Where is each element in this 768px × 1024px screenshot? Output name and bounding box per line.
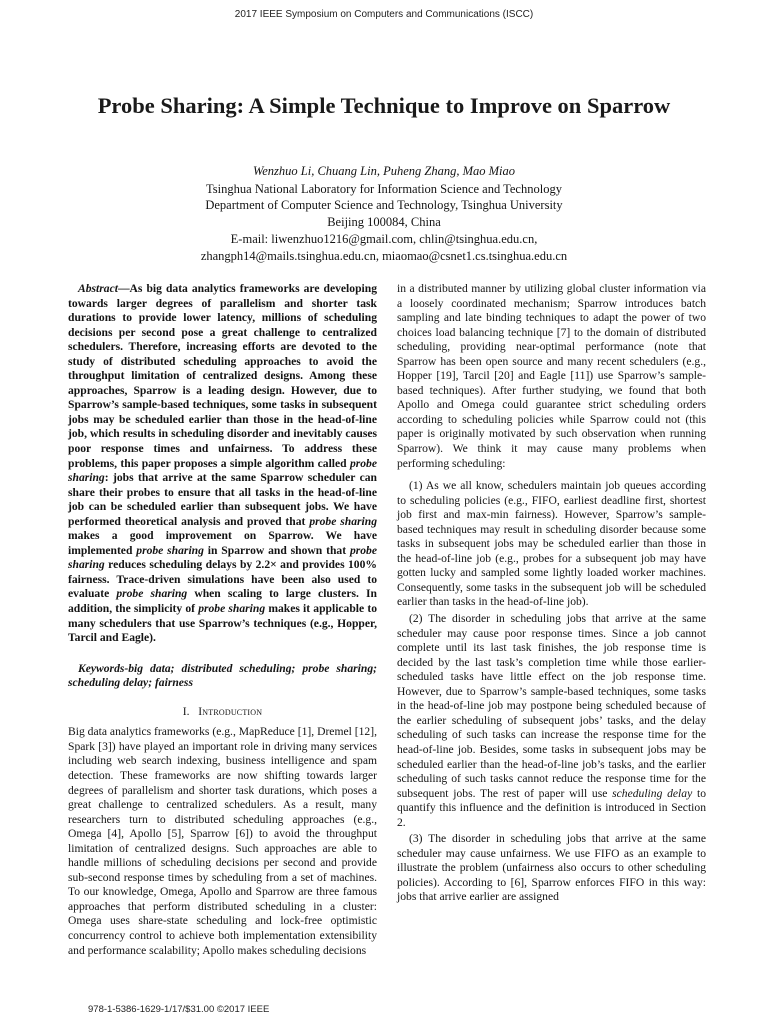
affiliation-line: Tsinghua National Laboratory for Information Science and Technology — [206, 181, 562, 196]
copyright-footer: 978-1-5386-1629-1/17/$31.00 ©2017 IEEE — [88, 1004, 270, 1015]
intro-paragraph: Big data analytics frameworks (e.g., MapReduce [1], Dremel [12], Spark [3]) have played an important role in driving many services including web search indexing, business intelligence and spam detection. These frameworks are now shifting towards larger degrees of parallelism and shorter task durations, which poses a great challenge to centralized schedulers. As a result, many researchers turn to distributed scheduling approaches (e.g., Omega [4], Apollo [5], Sparrow [6]) to avoid the throughput limitation of centralized designs. Such approaches are able to handle millions of scheduling decisions per second and provide sub-second response times by scheduling from a set of machines. To our knowledge, Omega, Apollo and Sparrow are three famous approaches that perform distributed scheduling in a cluster: Omega uses share-state scheduling and lock-free optimistic concurrency control to achieve both implementation extensibility and performance scalability; Apollo makes scheduling decisions — [68, 725, 377, 957]
section-heading — [68, 705, 377, 720]
problem-item-1: (1) As we all know, schedulers maintain job queues according to scheduling policies (e.g., FIFO, earliest deadline first, shortest job first and max-min fairness). However, Sparrow’s sample-based techniques may result in scheduling disorder because some tasks in subsequent jobs may be scheduled earlier than those in the head-of-line job (e.g., probes for a subsequent job may have gotten lucky and sampled some lightly loaded worker machines. Consequently, some tasks in the subsequent job will be scheduled earlier than tasks in the head-of-line job). — [397, 479, 706, 609]
affiliation-line: Department of Computer Science and Technology, Tsinghua University — [205, 198, 563, 213]
keywords: Keywords-big data; distributed scheduling; probe sharing; scheduling delay; fairness — [68, 661, 377, 690]
problem-item-2: (2) The disorder in scheduling jobs that arrive at the same scheduler may cause poor response times. Since a job cannot complete until its last task finishes, the job response time is decided by the last task’s completion time while those earlier-scheduled tasks have little effect on the job response time. However, due to Sparrow’s sample-based techniques, some tasks in the head-of-line job may postpone being scheduled because of the earlier scheduling of subsequent jobs’ tasks, and the delay scheduling of such tasks can increase the response time for the head-of-line job. Besides, some tasks in subsequent jobs may be scheduled earlier than the head-of-line job’s tasks, and the earlier scheduling of such tasks cannot reduce the response time for the subsequent jobs. The rest of paper will use scheduling delay to quantify this influence and the definition is introduced in Section 2. — [397, 612, 706, 829]
email-line: E-mail: liwenzhuo1216@gmail.com, chlin@tsinghua.edu.cn, — [230, 231, 538, 246]
left-column — [68, 282, 377, 958]
problem-item-3: (3) The disorder in scheduling jobs that arrive at the same scheduler may cause unfairness. We use FIFO as an example to illustrate the problem (unfairness also occurs to other scheduling policies). According to [6], Sparrow enforces FIFO in this way: jobs that arrive earlier are assigned — [397, 832, 706, 904]
conference-header: 2017 IEEE Symposium on Computers and Communications (ISCC) — [234, 9, 534, 20]
affiliation-line: Beijing 100084, China — [327, 215, 441, 230]
paper-title: Probe Sharing: A Simple Technique to Improve on Sparrow — [97, 93, 671, 118]
section-title: Introduction — [198, 704, 263, 718]
email-line: zhangph14@mails.tsinghua.edu.cn, miaomao@csnet1.cs.tsinghua.edu.cn — [200, 248, 568, 263]
intro-continuation: in a distributed manner by utilizing global cluster information via a loosely coordinated mechanism; Sparrow introduces batch sampling and late binding techniques to adapt the power of two choices load balancing technique [7] to the domain of distributed scheduling, providing near-optimal performance (note that Sparrow has been open source and many recent schedulers (e.g., Hopper [19], Tarcil [20] and Eagle [11]) use Sparrow’s sample-based techniques). After further studying, we found that both Apollo and Omega could guarantee strict scheduling orders according to scheduling policies while Sparrow could not (this paper is originally motivated by such observation when running Sparrow). We think it may cause many problems when performing scheduling: — [397, 282, 706, 470]
right-column — [397, 282, 706, 905]
author-block — [0, 163, 768, 264]
section-number: I. — [182, 704, 190, 718]
abstract: Abstract—As big data analytics frameworks are developing towards larger degrees of parallelism and shorter task durations to provide lower latency, millions of scheduling decisions per second pose a great challenge to centralized schedulers. Therefore, increasing efforts are devoted to the study of distributed scheduling approaches to avoid the throughput limitation of centralized designs. Among these approaches, Sparrow is a leading design. However, due to Sparrow’s sample-based techniques, some tasks in subsequent jobs may be scheduled earlier than those in the head-of-line job, which results in scheduling disorder and inevitably causes poor response times and unfairness. To address these problems, this paper proposes a simple algorithm called probe sharing: jobs that arrive at the same Sparrow scheduler can share their probes to ensure that all tasks in the head-of-line job can be scheduled earlier than subsequent jobs. We have performed theoretical analysis and proved that probe sharing makes a good improvement on Sparrow. We have implemented probe sharing in Sparrow and shown that probe sharing reduces scheduling delays by 2.2× and provides 100% fairness. Trace-driven simulations have been also used to evaluate probe sharing when scaling to large clusters. In addition, the simplicity of probe sharing makes it applicable to many schedulers that use Sparrow’s techniques (e.g., Hopper, Tarcil and Eagle). — [68, 282, 377, 645]
abstract-lead: Abstract — [78, 282, 118, 295]
author-names: Wenzhuo Li, Chuang Lin, Puheng Zhang, Mao Miao — [252, 164, 516, 178]
